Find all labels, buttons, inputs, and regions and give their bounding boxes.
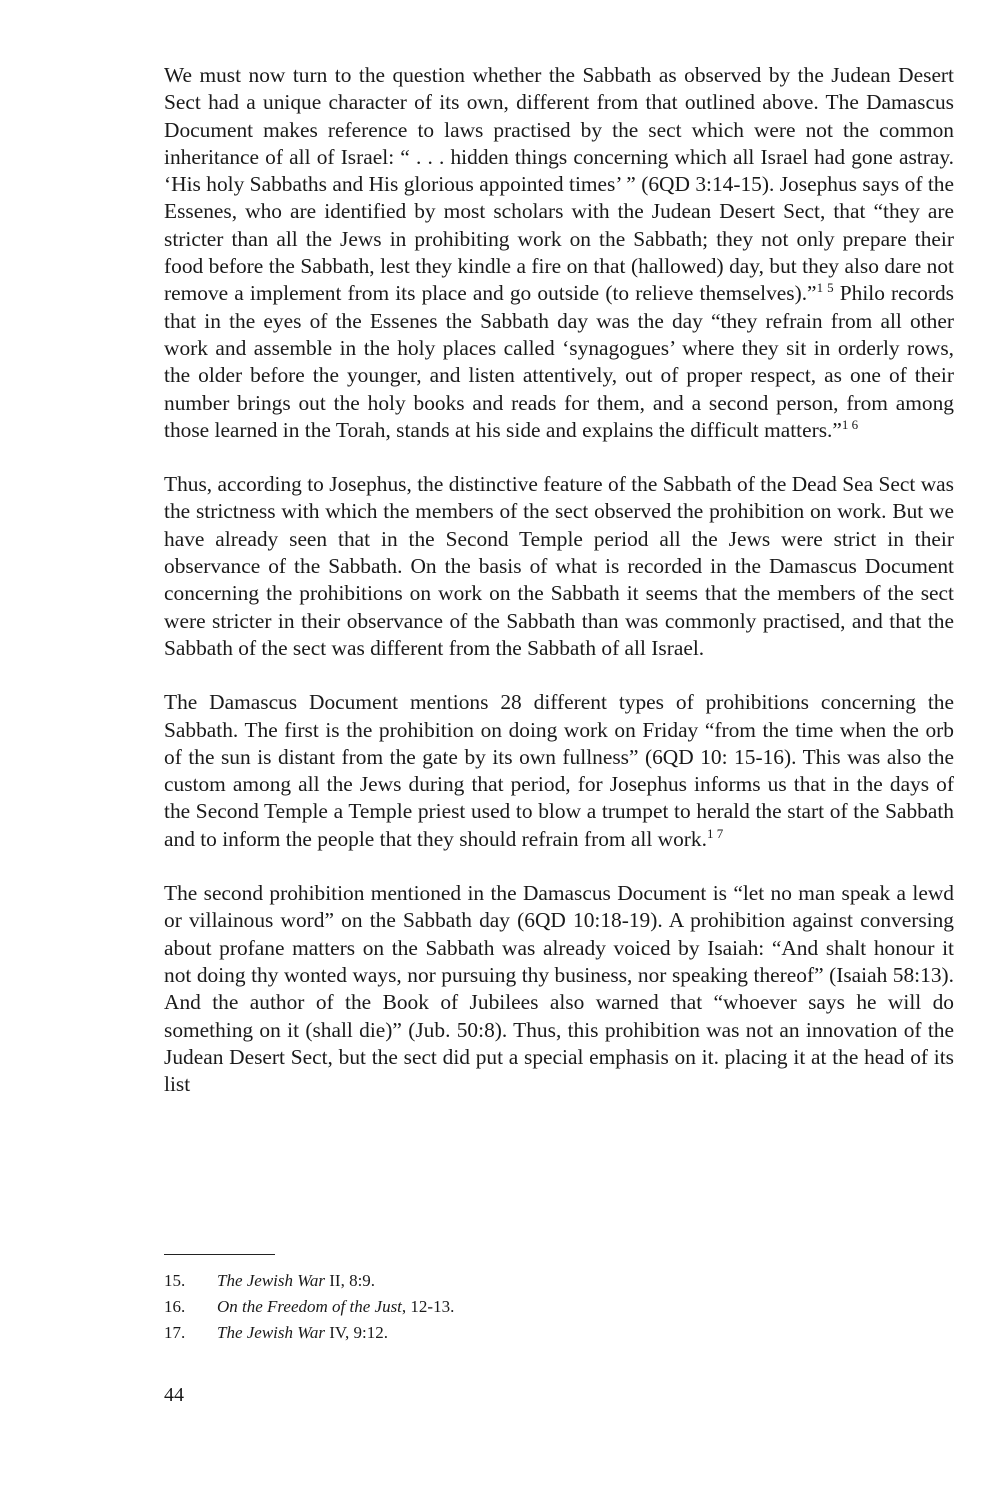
footnote-ref: 1 5: [816, 280, 834, 296]
footnote-title: The Jewish War: [217, 1271, 325, 1290]
footnote-title: On the Freedom of the Just: [217, 1297, 402, 1316]
footnote-ref: 1 6: [841, 416, 859, 432]
paragraph-text: Thus, according to Josephus, the distinctive feature of the Sabbath of the Dead Sea Sect was the strictness with which the members of the sect observed the prohibition on work. But we have already seen that in the Second Temple period all the Jews were strict in their observance of the Sabbath. On the basis of what is recorded in the Damascus Document concerning the prohibitions on work on the Sabbath it seems that the members of the sect were stricter in their observance of the Sabbath than was commonly practised, and that the Sabbath of the sect was different from the Sabbath of all Israel.: [164, 472, 954, 660]
paragraph: [164, 62, 954, 444]
footnote-number: 15.: [164, 1271, 186, 1290]
footnote-text: IV, 9:12.: [325, 1323, 388, 1342]
footnote: [164, 1268, 764, 1294]
footnote-number: 16.: [164, 1297, 186, 1316]
footnote: [164, 1320, 764, 1346]
paragraph-text: Philo records that in the eyes of the Essenes the Sabbath day was the day “they refrain from all other work and assemble in the holy places called ‘synagogues’ where they sit in orderly rows, the older before the younger, and listen attentively, out of proper respect, as one of their number brings out the holy books and reads for them, and a second person, from among those learned in the Torah, stands at his side and explains the difficult matters.”: [164, 281, 955, 442]
paragraph-text: The Damascus Document mentions 28 different types of prohibitions concerning the Sabbath. The first is the prohibition on doing work on Friday “from the time when the orb of the sun is distant from the gate by its own fullness” (6QD 10: 15-16). This was also the custom among all the Jews during that period, for Josephus informs us that in the days of the Second Temple a Temple priest used to blow a trumpet to herald the start of the Sabbath and to inform the people that they should refrain from all work.: [164, 690, 954, 851]
page-number: 44: [164, 1384, 184, 1406]
footnote-ref: 1 7: [706, 825, 724, 841]
paragraph: [164, 689, 954, 853]
footnote-text: II, 8:9.: [325, 1271, 376, 1290]
footnotes: [164, 1268, 764, 1346]
footnote-number: 17.: [164, 1323, 186, 1342]
paragraph-text: We must now turn to the question whether the Sabbath as observed by the Judean Desert Sect had a unique character of its own, different from that outlined above. The Damascus Document makes reference to laws practised by the sect which were not the common inheritance of all of Israel: “ . . . hidden things concerning which all Israel had gone astray. ‘His holy Sabbaths and His glorious appointed times’ ” (6QD 3:14-15). Josephus says of the Essenes, who are identified by most scholars with the Judean Desert Sect, that “they are stricter than all the Jews in prohibiting work on the Sabbath; they not only prepare their food before the Sabbath, lest they kindle a fire on that (hallowed) day, but they also dare not remove a implement from its place and go outside (to relieve themselves).”: [164, 63, 954, 306]
body-text: [164, 62, 954, 1098]
paragraph: [164, 880, 954, 1098]
paragraph-text: The second prohibition mentioned in the Damascus Document is “let no man speak a lewd or villainous word” on the Sabbath day (6QD 10:18-19). A prohibition against conversing about profane matters on the Sabbath was already voiced by Isaiah: “And shalt honour it not doing thy wonted ways, nor pursuing thy business, nor speaking thereof” (Isaiah 58:13). And the author of the Book of Jubilees also warned that “whoever says he will do something on it (shall die)” (Jub. 50:8). Thus, this prohibition was not an innovation of the Judean Desert Sect, but the sect did put a special emphasis on it. placing it at the head of its list: [164, 881, 954, 1097]
footnote-title: The Jewish War: [217, 1323, 325, 1342]
footnote-text: , 12-13.: [401, 1297, 455, 1316]
footnote-divider: [164, 1254, 275, 1255]
paragraph: [164, 471, 954, 662]
footnote: [164, 1294, 764, 1320]
